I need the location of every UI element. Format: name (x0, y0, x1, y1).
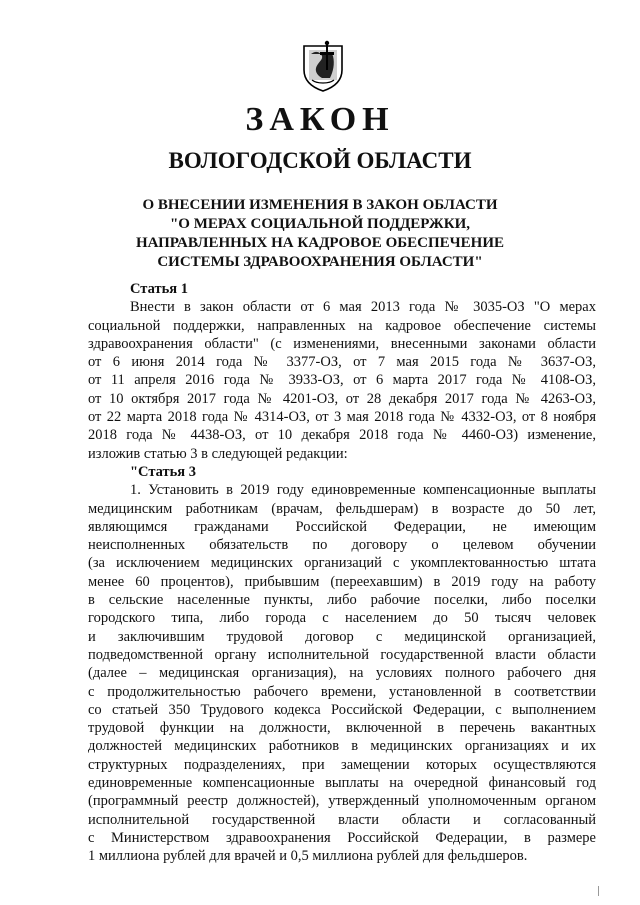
article-3-line: с продолжительностью рабочего времени, установленной в соответствии (88, 683, 596, 700)
article-3-line: с Министерством здравоохранения Российской Федерации, в размере (88, 829, 596, 846)
article-3-line: подведомственной органу исполнительной государственной власти области (88, 646, 596, 663)
article-3-line: (за исключением медицинских организаций с укомплектованностью штата (88, 555, 596, 572)
article-1-line: от 11 апреля 2016 года № 3933-ОЗ, от 6 марта 2017 года № 4108-ОЗ, (88, 372, 596, 389)
article-3-line: в сельские населенные пункты, либо рабочие поселки, либо поселки (88, 592, 596, 609)
article-3-line: (программный реестр должностей), утвержденный уполномоченным органом (88, 793, 596, 810)
law-body (88, 280, 596, 866)
coat-of-arms-emblem (302, 40, 344, 92)
article-3-line: и заключившим трудовой договор с медицинской организацией, (88, 628, 596, 645)
article-3-line: исполнительной государственной власти области и согласованный (88, 811, 596, 828)
article-1-line: от 22 марта 2018 года № 4314-ОЗ, от 3 мая 2018 года № 4332-ОЗ, от 8 ноября (88, 409, 596, 426)
law-region: ВОЛОГОДСКОЙ ОБЛАСТИ (168, 148, 472, 173)
article-1-line: здравоохранения области" (с изменениями, внесенными законами области (88, 335, 596, 352)
article-1-line: 2018 года № 4438-ОЗ, от 10 декабря 2018 года № 4460-ОЗ) изменение, (88, 427, 596, 444)
article-3-line: (далее – медицинская организация), на условиях полного рабочего дня (88, 665, 596, 682)
law-heading-line: СИСТЕМЫ ЗДРАВООХРАНЕНИЯ ОБЛАСТИ" (157, 254, 483, 270)
article-1-line: социальной поддержки, направленных на кадровое обеспечение системы (88, 317, 596, 334)
article-3-line: должностей медицинских работников в медицинских организациях и их (88, 738, 596, 755)
article-1-line: от 6 июня 2014 года № 3377-ОЗ, от 7 мая 2015 года № 3637-ОЗ, (88, 354, 596, 371)
article-1-line: изложив статью 3 в следующей редакции: (88, 445, 348, 462)
article-3-line: трудовой функции на должности, включенной в перечень вакантных (88, 720, 596, 737)
law-title: ЗАКОН (245, 101, 395, 138)
article-3-line: неисполненных обязательств по договору о целевом обучении (88, 537, 596, 554)
article-3-line: менее 60 процентов), прибывшим (переехавшим) в 2019 году на работу (88, 573, 596, 590)
article-3-line: единовременные компенсационные выплаты на очередной финансовый год (88, 775, 596, 792)
article-3-line: 1. Установить в 2019 году единовременные компенсационные выплаты (130, 482, 596, 499)
article-1-line: Внести в закон области от 6 мая 2013 года № 3035-ОЗ "О мерах (130, 299, 596, 316)
article-3-line: 1 миллиона рублей для врачей и 0,5 миллиона рублей для фельдшеров. (88, 848, 528, 865)
article-3-line: являющимся гражданами Российской Федерации, не имеющим (88, 518, 596, 535)
article-3-line: медицинским работникам (врачам, фельдшерам) в возрасте до 50 лет, (88, 500, 596, 517)
article-3-title: "Статья 3 (130, 463, 197, 480)
article-3-line: городского типа, либо города с населением до 50 тысяч человек (88, 610, 596, 627)
law-heading-line: НАПРАВЛЕННЫХ НА КАДРОВОЕ ОБЕСПЕЧЕНИЕ (135, 235, 505, 251)
article-3-line: структурных подразделениях, при замещении которых осуществляются (88, 756, 596, 773)
article-3-line: со статьей 350 Трудового кодекса Российской Федерации, с выполнением (88, 701, 596, 718)
law-heading (80, 196, 560, 272)
page-edge-mark (598, 886, 599, 896)
law-heading-line: "О МЕРАХ СОЦИАЛЬНОЙ ПОДДЕРЖКИ, (169, 216, 471, 232)
law-heading-line: О ВНЕСЕНИИ ИЗМЕНЕНИЯ В ЗАКОН ОБЛАСТИ (142, 197, 498, 213)
article-1-line: от 10 октября 2017 года № 4201-ОЗ, от 28 декабря 2017 года № 4263-ОЗ, (88, 390, 596, 407)
article-1-title: Статья 1 (130, 281, 188, 297)
